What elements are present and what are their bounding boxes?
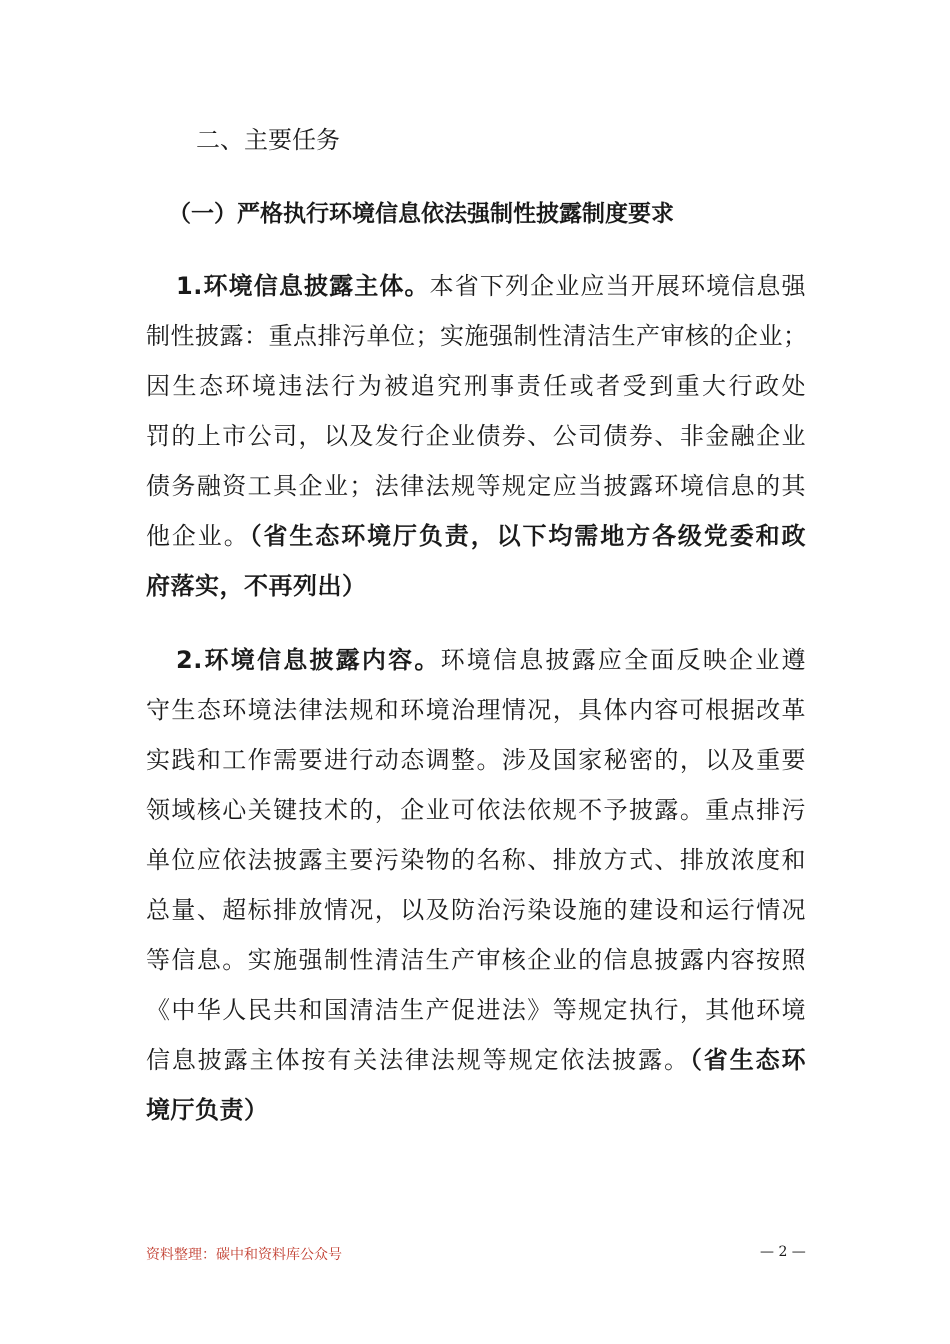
para2-line-1: [176, 640, 806, 680]
para1-line-4: 罚的上市公司，以及发行企业债券、公司债券、非金融企业: [146, 422, 806, 450]
para1-line-2: 制性披露：重点排污单位；实施强制性清洁生产审核的企业；: [146, 322, 808, 350]
para2-line-1-text: 环境信息披露应全面反映企业遵: [440, 646, 807, 674]
para1-line-1: [176, 266, 806, 306]
para1-responsibility-note: （省生态环境厅负责，以下均需地方各级党委和政: [249, 522, 807, 550]
para1-line-1-text: 本省下列企业应当开展环境信息强: [429, 272, 806, 300]
para2-line-6: 总量、超标排放情况，以及防治污染设施的建设和运行情况: [146, 896, 806, 924]
para1-line-3: 因生态环境违法行为被追究刑事责任或者受到重大行政处: [146, 372, 806, 400]
para1-line-6-text: 他企业。: [146, 522, 250, 550]
para2-line-4: 领域核心关键技术的，企业可依法依规不予披露。重点排污: [146, 796, 806, 824]
para1-line-5: 债务融资工具企业；法律法规等规定应当披露环境信息的其: [146, 472, 806, 500]
para2-line-7: 等信息。实施强制性清洁生产审核企业的信息披露内容按照: [146, 946, 806, 974]
para2-line-10: 境厅负责）: [146, 1096, 269, 1124]
para2-line-3: 实践和工作需要进行动态调整。涉及国家秘密的，以及重要: [146, 746, 806, 774]
footer-source: 资料整理：碳中和资料库公众号: [146, 1247, 342, 1263]
sub-heading: （一）严格执行环境信息依法强制性披露制度要求: [168, 201, 674, 227]
para1-line-6: [146, 516, 806, 556]
para2-line-2: 守生态环境法律法规和环境治理情况，具体内容可根据改革: [146, 696, 806, 724]
para2-line-5: 单位应依法披露主要污染物的名称、排放方式、排放浓度和: [146, 846, 806, 874]
para2-line-9: [146, 1040, 806, 1080]
para1-line-7: 府落实，不再列出）: [146, 572, 367, 600]
para2-responsibility-note: （省生态环: [689, 1046, 807, 1074]
para1-lead: 1.环境信息披露主体。: [176, 272, 430, 300]
section-heading: 二、主要任务: [196, 126, 340, 154]
page-number: — 2 —: [760, 1244, 806, 1260]
para2-line-8: 《中华人民共和国清洁生产促进法》等规定执行，其他环境: [146, 996, 806, 1024]
para2-lead: 2.环境信息披露内容。: [176, 646, 441, 674]
para2-line-9-text: 信息披露主体按有关法律法规等规定依法披露。: [146, 1046, 690, 1074]
